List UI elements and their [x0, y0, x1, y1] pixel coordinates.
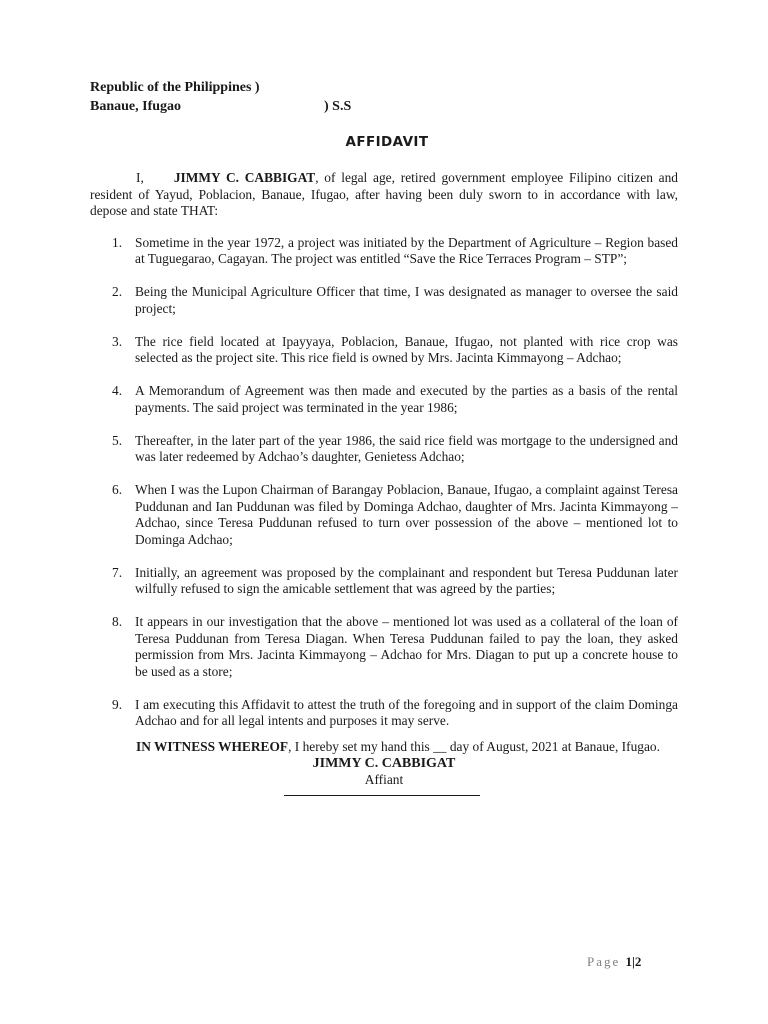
statement-item: [90, 614, 678, 680]
item-number: 3.: [112, 333, 123, 349]
item-number: 4.: [112, 383, 123, 398]
item-text: A Memorandum of Agreement was then made and executed by the parties as a basis of the rental payments. The said project was terminated in the year 1986;: [135, 383, 678, 415]
item-text: I am executing this Affidavit to attest the truth of the foregoing and in support of the claim Dominga Adchao and for all legal intents and purposes it may serve.: [135, 696, 678, 728]
item-text: Thereafter, in the later part of the year 1986, the said rice field was mortgage to the undersigned and was later redeemed by Adchao’s daughter, Genietess Adchao;: [135, 432, 678, 464]
affiant-name-inline: JIMMY C. CABBIGAT: [173, 170, 316, 185]
page-label: Page: [587, 954, 621, 969]
intro-paragraph: [90, 170, 678, 220]
intro-text: , of legal age, retired government employee Filipino citizen and resident of Yayud, Poblacion, Banaue, Ifugao, after having been duly sworn to in accordance with law, depose and state THAT:: [90, 170, 678, 218]
statement-list: [90, 235, 678, 730]
item-number: 1.: [112, 234, 123, 250]
header-republic: Republic of the Philippines ): [90, 80, 260, 95]
witness-text: , I hereby set my hand this __ day of August, 2021 at Banaue, Ifugao.: [288, 738, 660, 754]
statement-item: [90, 284, 678, 317]
witness-paragraph: [90, 739, 678, 756]
document-title: AFFIDAVIT: [345, 134, 429, 150]
item-number: 8.: [112, 614, 123, 629]
item-text: Initially, an agreement was proposed by the complainant and respondent but Teresa Puddunan later wilfully refused to sign the amicable settlement that was agreed by the parties;: [135, 564, 678, 596]
affiant-name: JIMMY C. CABBIGAT: [312, 756, 456, 771]
item-text: Being the Municipal Agriculture Officer that time, I was designated as manager to oversee the said project;: [135, 284, 678, 316]
signature-block: [90, 755, 678, 796]
header-ss: ) S.S: [324, 99, 352, 114]
signature-line: [284, 795, 480, 796]
affidavit-page: [90, 78, 678, 796]
page-footer: [587, 954, 641, 970]
page-separator: |: [632, 954, 635, 969]
page-current: 1: [625, 954, 633, 969]
item-text: Sometime in the year 1972, a project was initiated by the Department of Agriculture – Region based at Tuguegarao, Cagayan. The project was entitled “Save the Rice Terraces Program – STP”;: [135, 234, 678, 266]
statement-item: [90, 482, 678, 548]
statement-item: [90, 235, 678, 268]
header-location: Banaue, Ifugao: [90, 99, 182, 114]
header-line-2: [90, 97, 678, 116]
item-number: 6.: [112, 482, 123, 497]
item-number: 5.: [112, 432, 123, 448]
statement-item: [90, 697, 678, 730]
item-number: 2.: [112, 284, 123, 299]
page-total: 2: [634, 954, 642, 969]
intro-pronoun: I,: [136, 170, 144, 185]
affiant-role: Affiant: [364, 772, 404, 787]
item-text: When I was the Lupon Chairman of Barangay Poblacion, Banaue, Ifugao, a complaint against Teresa Puddunan and Ian Puddunan was filed by Dominga Adchao, daughter of Mrs. Jacinta Kimmayong – Adchao, since Teresa Puddunan refused to turn over possession of the above – mentioned lot to Dominga Adchao;: [135, 482, 678, 547]
header-line-1: [90, 78, 678, 97]
item-number: 9.: [112, 696, 123, 712]
statement-item: [90, 433, 678, 466]
witness-lead: IN WITNESS WHEREOF: [136, 738, 289, 754]
item-number: 7.: [112, 564, 123, 580]
statement-item: [90, 334, 678, 367]
statement-item: [90, 383, 678, 416]
item-text: The rice field located at Ipayyaya, Poblacion, Banaue, Ifugao, not planted with rice crop was selected as the project site. This rice field is owned by Mrs. Jacinta Kimmayong – Adchao;: [135, 333, 678, 365]
statement-item: [90, 565, 678, 598]
item-text: It appears in our investigation that the above – mentioned lot was used as a collateral of the loan of Teresa Puddunan from Teresa Diagan. When Teresa Puddunan failed to pay the loan, they asked permission from Mrs. Jacinta Kimmayong – Adchao for Mrs. Diagan to put up a concrete house to be used as a store;: [135, 614, 678, 679]
